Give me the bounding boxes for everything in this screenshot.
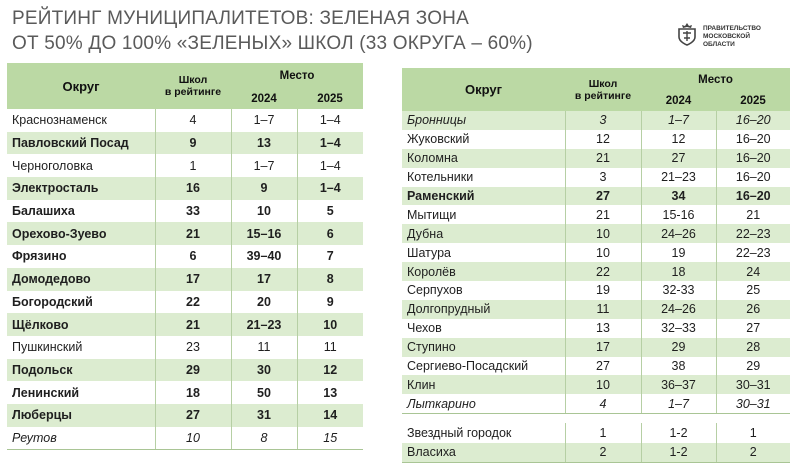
schools-count-cell: 4 bbox=[155, 109, 231, 132]
header-schools bbox=[565, 68, 641, 111]
header-schools-line-2: в рейтинге bbox=[164, 86, 222, 98]
schools-count-cell: 21 bbox=[155, 313, 231, 336]
district-name-cell: Пушкинский bbox=[7, 336, 155, 359]
header-schools-line-1: Школ bbox=[178, 74, 208, 86]
district-name-cell: Богородский bbox=[7, 291, 155, 314]
table-row bbox=[402, 130, 790, 149]
table-row bbox=[7, 404, 363, 427]
district-name-cell: Фрязино bbox=[7, 245, 155, 268]
header-place: Место bbox=[641, 68, 790, 91]
schools-count-cell: 17 bbox=[565, 338, 641, 357]
place-2025-cell: 16–20 bbox=[716, 168, 790, 187]
schools-count-cell: 9 bbox=[155, 132, 231, 155]
table-row bbox=[7, 154, 363, 177]
place-2025-cell: 11 bbox=[297, 336, 363, 359]
place-2025-cell: 14 bbox=[297, 404, 363, 427]
place-2025-cell: 8 bbox=[297, 268, 363, 291]
table-row bbox=[7, 359, 363, 382]
place-2024-cell: 38 bbox=[641, 357, 716, 376]
table-row bbox=[402, 168, 790, 187]
schools-count-cell: 29 bbox=[155, 359, 231, 382]
district-name-cell: Котельники bbox=[402, 168, 565, 187]
place-2025-cell: 1–4 bbox=[297, 154, 363, 177]
place-2025-cell: 25 bbox=[716, 281, 790, 300]
schools-count-cell: 33 bbox=[155, 200, 231, 223]
place-2024-cell: 12 bbox=[641, 130, 716, 149]
schools-count-cell: 22 bbox=[155, 291, 231, 314]
schools-count-cell: 10 bbox=[565, 375, 641, 394]
schools-count-cell: 21 bbox=[565, 205, 641, 224]
schools-count-cell: 21 bbox=[565, 149, 641, 168]
schools-count-cell: 21 bbox=[155, 222, 231, 245]
schools-count-cell: 18 bbox=[155, 381, 231, 404]
table-row bbox=[402, 205, 790, 224]
logo-text-line-1: ПРАВИТЕЛЬСТВО bbox=[703, 24, 761, 32]
schools-count-cell: 19 bbox=[565, 281, 641, 300]
district-name-cell: Электросталь bbox=[7, 177, 155, 200]
place-2025-cell: 10 bbox=[297, 313, 363, 336]
place-2024-cell: 18 bbox=[641, 262, 716, 281]
place-2025-cell: 30–31 bbox=[716, 375, 790, 394]
district-name-cell: Сергиево-Посадский bbox=[402, 357, 565, 376]
header-schools-line-2: в рейтинге bbox=[574, 89, 632, 102]
moscow-oblast-coat-of-arms-icon bbox=[676, 22, 698, 51]
schools-count-cell: 12 bbox=[565, 130, 641, 149]
place-2024-cell: 1–7 bbox=[231, 154, 297, 177]
table-row bbox=[7, 200, 363, 223]
schools-count-cell: 10 bbox=[565, 243, 641, 262]
place-2025-cell: 28 bbox=[716, 338, 790, 357]
place-2024-cell: 1–7 bbox=[641, 394, 716, 413]
place-2024-cell: 15–16 bbox=[231, 222, 297, 245]
table-row bbox=[402, 149, 790, 168]
district-name-cell: Королёв bbox=[402, 262, 565, 281]
place-2024-cell: 1-2 bbox=[641, 423, 716, 443]
schools-count-cell: 27 bbox=[565, 187, 641, 206]
header-place: Место bbox=[231, 63, 363, 88]
district-name-cell: Серпухов bbox=[402, 281, 565, 300]
district-name-cell: Реутов bbox=[7, 427, 155, 450]
place-2024-cell: 15-16 bbox=[641, 205, 716, 224]
table-row bbox=[402, 357, 790, 376]
place-2024-cell: 34 bbox=[641, 187, 716, 206]
place-2024-cell: 21–23 bbox=[231, 313, 297, 336]
place-2025-cell: 2 bbox=[716, 443, 790, 463]
district-name-cell: Шатура bbox=[402, 243, 565, 262]
table-row bbox=[402, 443, 790, 463]
place-2025-cell: 21 bbox=[716, 205, 790, 224]
right-extra-table bbox=[402, 423, 790, 463]
schools-count-cell: 22 bbox=[565, 262, 641, 281]
table-row bbox=[402, 319, 790, 338]
district-name-cell: Щёлково bbox=[7, 313, 155, 336]
table-row bbox=[402, 300, 790, 319]
place-2025-cell: 26 bbox=[716, 300, 790, 319]
table-row bbox=[7, 222, 363, 245]
table-row bbox=[7, 336, 363, 359]
schools-count-cell: 3 bbox=[565, 111, 641, 130]
district-name-cell: Раменский bbox=[402, 187, 565, 206]
place-2024-cell: 24–26 bbox=[641, 300, 716, 319]
title-line-1: РЕЙТИНГ МУНИЦИПАЛИТЕТОВ: ЗЕЛЕНАЯ ЗОНА bbox=[12, 8, 469, 29]
schools-count-cell: 27 bbox=[565, 357, 641, 376]
schools-count-cell: 10 bbox=[155, 427, 231, 450]
header-year-2024: 2024 bbox=[231, 88, 297, 109]
government-logo bbox=[676, 22, 783, 51]
place-2024-cell: 1-2 bbox=[641, 443, 716, 463]
header-okrug: Округ bbox=[7, 63, 155, 109]
table-row bbox=[402, 394, 790, 413]
table-row bbox=[7, 109, 363, 132]
table-row bbox=[7, 381, 363, 404]
place-2024-cell: 9 bbox=[231, 177, 297, 200]
place-2025-cell: 16–20 bbox=[716, 187, 790, 206]
table-row bbox=[402, 224, 790, 243]
district-name-cell: Звездный городок bbox=[402, 423, 565, 443]
place-2024-cell: 31 bbox=[231, 404, 297, 427]
schools-count-cell: 16 bbox=[155, 177, 231, 200]
place-2024-cell: 8 bbox=[231, 427, 297, 450]
logo-text bbox=[703, 25, 783, 49]
schools-count-cell: 1 bbox=[565, 423, 641, 443]
district-name-cell: Краснознаменск bbox=[7, 109, 155, 132]
schools-count-cell: 3 bbox=[565, 168, 641, 187]
place-2025-cell: 30–31 bbox=[716, 394, 790, 413]
place-2025-cell: 24 bbox=[716, 262, 790, 281]
district-name-cell: Дубна bbox=[402, 224, 565, 243]
district-name-cell: Долгопрудный bbox=[402, 300, 565, 319]
district-name-cell: Балашиха bbox=[7, 200, 155, 223]
place-2024-cell: 29 bbox=[641, 338, 716, 357]
table-row bbox=[7, 132, 363, 155]
district-name-cell: Чехов bbox=[402, 319, 565, 338]
place-2025-cell: 1–4 bbox=[297, 177, 363, 200]
header-schools bbox=[155, 63, 231, 109]
place-2025-cell: 16–20 bbox=[716, 130, 790, 149]
schools-count-cell: 6 bbox=[155, 245, 231, 268]
place-2024-cell: 24–26 bbox=[641, 224, 716, 243]
place-2024-cell: 20 bbox=[231, 291, 297, 314]
title-line-2: ОТ 50% ДО 100% «ЗЕЛЕНЫХ» ШКОЛ (33 ОКРУГА – 60%) bbox=[12, 33, 533, 54]
place-2024-cell: 21–23 bbox=[641, 168, 716, 187]
place-2024-cell: 19 bbox=[641, 243, 716, 262]
district-name-cell: Орехово-Зуево bbox=[7, 222, 155, 245]
place-2025-cell: 6 bbox=[297, 222, 363, 245]
place-2025-cell: 13 bbox=[297, 381, 363, 404]
place-2025-cell: 29 bbox=[716, 357, 790, 376]
schools-count-cell: 23 bbox=[155, 336, 231, 359]
place-2024-cell: 32–33 bbox=[641, 319, 716, 338]
table-row bbox=[402, 262, 790, 281]
place-2024-cell: 1–7 bbox=[231, 109, 297, 132]
district-name-cell: Коломна bbox=[402, 149, 565, 168]
district-name-cell: Бронницы bbox=[402, 111, 565, 130]
table-row bbox=[7, 268, 363, 291]
place-2024-cell: 11 bbox=[231, 336, 297, 359]
place-2025-cell: 27 bbox=[716, 319, 790, 338]
table-row bbox=[7, 245, 363, 268]
district-name-cell: Клин bbox=[402, 375, 565, 394]
place-2024-cell: 39–40 bbox=[231, 245, 297, 268]
district-name-cell: Жуковский bbox=[402, 130, 565, 149]
place-2024-cell: 27 bbox=[641, 149, 716, 168]
place-2024-cell: 30 bbox=[231, 359, 297, 382]
district-name-cell: Мытищи bbox=[402, 205, 565, 224]
place-2025-cell: 9 bbox=[297, 291, 363, 314]
district-name-cell: Домодедово bbox=[7, 268, 155, 291]
page-title bbox=[12, 6, 632, 56]
header-year-2024: 2024 bbox=[641, 91, 716, 111]
schools-count-cell: 10 bbox=[565, 224, 641, 243]
place-2025-cell: 1–4 bbox=[297, 109, 363, 132]
schools-count-cell: 17 bbox=[155, 268, 231, 291]
place-2025-cell: 22–23 bbox=[716, 243, 790, 262]
place-2025-cell: 1–4 bbox=[297, 132, 363, 155]
place-2024-cell: 36–37 bbox=[641, 375, 716, 394]
table-row bbox=[7, 291, 363, 314]
header-year-2025: 2025 bbox=[297, 88, 363, 109]
place-2024-cell: 1–7 bbox=[641, 111, 716, 130]
schools-count-cell: 2 bbox=[565, 443, 641, 463]
place-2024-cell: 32-33 bbox=[641, 281, 716, 300]
header-year-2025: 2025 bbox=[716, 91, 790, 111]
district-name-cell: Подольск bbox=[7, 359, 155, 382]
place-2024-cell: 50 bbox=[231, 381, 297, 404]
table-row bbox=[402, 281, 790, 300]
schools-count-cell: 1 bbox=[155, 154, 231, 177]
place-2025-cell: 12 bbox=[297, 359, 363, 382]
schools-count-cell: 27 bbox=[155, 404, 231, 427]
place-2024-cell: 17 bbox=[231, 268, 297, 291]
place-2025-cell: 16–20 bbox=[716, 149, 790, 168]
table-row bbox=[402, 375, 790, 394]
table-row bbox=[402, 111, 790, 130]
place-2024-cell: 10 bbox=[231, 200, 297, 223]
place-2024-cell: 13 bbox=[231, 132, 297, 155]
table-row bbox=[7, 427, 363, 450]
schools-count-cell: 11 bbox=[565, 300, 641, 319]
place-2025-cell: 16–20 bbox=[716, 111, 790, 130]
right-rating-table bbox=[402, 68, 790, 414]
district-name-cell: Ленинский bbox=[7, 381, 155, 404]
table-row bbox=[7, 313, 363, 336]
table-row bbox=[402, 338, 790, 357]
place-2025-cell: 5 bbox=[297, 200, 363, 223]
place-2025-cell: 15 bbox=[297, 427, 363, 450]
place-2025-cell: 22–23 bbox=[716, 224, 790, 243]
left-rating-table bbox=[7, 63, 363, 450]
logo-text-line-2: МОСКОВСКОЙ ОБЛАСТИ bbox=[703, 32, 751, 48]
district-name-cell: Черноголовка bbox=[7, 154, 155, 177]
district-name-cell: Ступино bbox=[402, 338, 565, 357]
table-row bbox=[402, 243, 790, 262]
schools-count-cell: 4 bbox=[565, 394, 641, 413]
table-row bbox=[7, 177, 363, 200]
place-2025-cell: 1 bbox=[716, 423, 790, 443]
district-name-cell: Власиха bbox=[402, 443, 565, 463]
district-name-cell: Люберцы bbox=[7, 404, 155, 427]
header-schools-line-1: Школ bbox=[588, 77, 618, 90]
place-2025-cell: 7 bbox=[297, 245, 363, 268]
district-name-cell: Лыткарино bbox=[402, 394, 565, 413]
table-row bbox=[402, 187, 790, 206]
header-okrug: Округ bbox=[402, 68, 565, 111]
district-name-cell: Павловский Посад bbox=[7, 132, 155, 155]
table-row bbox=[402, 423, 790, 443]
schools-count-cell: 13 bbox=[565, 319, 641, 338]
